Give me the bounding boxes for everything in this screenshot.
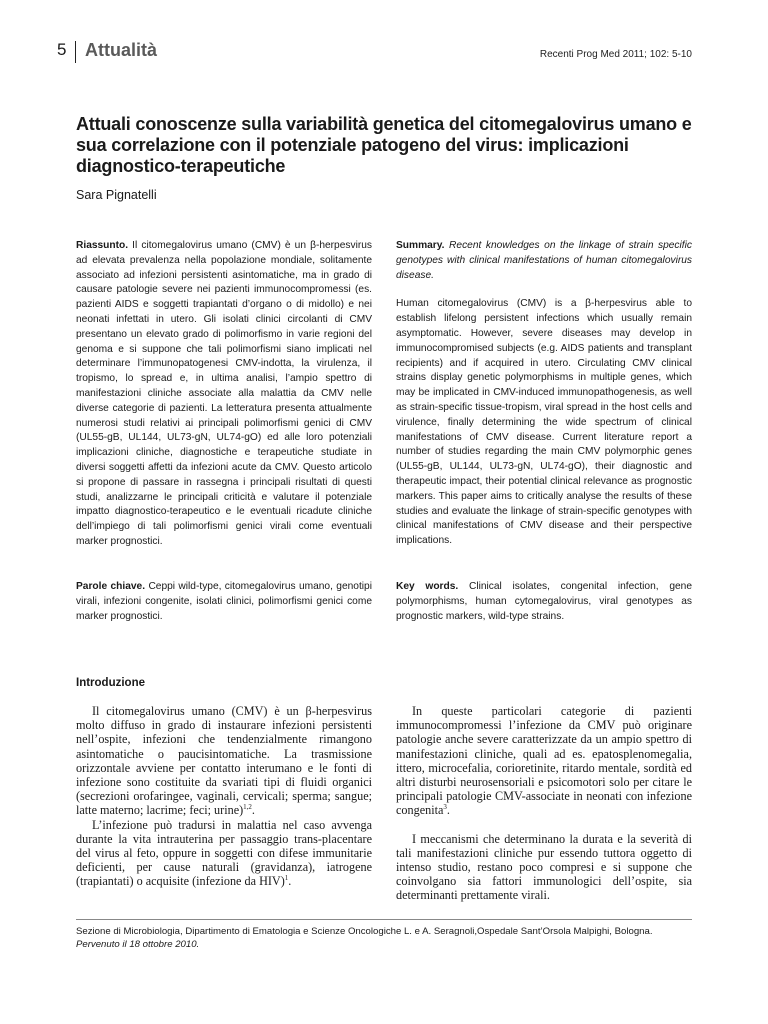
keywords-english-text: Clinical isolates, congenital infection, gene polymorphisms, human cytomegalovirus, viral genotypes as prognostic markers, wild-type strains. [396, 581, 692, 622]
abstract-english [396, 239, 692, 549]
section-title: Attualità [85, 40, 157, 60]
page-number: 5 [57, 40, 67, 59]
keywords-italian-label: Parole chiave. [76, 581, 146, 592]
journal-citation: Recenti Prog Med 2011; 102: 5-10 [539, 49, 692, 60]
footnote-divider [76, 919, 692, 920]
header-divider [75, 41, 76, 63]
article-author: Sara Pignatelli [76, 188, 157, 202]
abstract-italian-label: Riassunto. [76, 240, 129, 251]
footnote [76, 925, 696, 951]
keywords-english-label: Key words. [396, 581, 459, 592]
abstract-english-lead: Recent knowledges on the linkage of strain specific genotypes with clinical manifestations of human citomegalovirus disease. [396, 240, 692, 281]
footnote-affiliation: Sezione di Microbiologia, Dipartimento di Ematologia e Scienze Oncologiche L. e A. Seragnoli,Ospedale Sant’Orsola Malpighi, Bologna. [76, 926, 653, 937]
intro-paragraph-3: In queste particolari categorie di pazienti immunocompromessi l’infezione da CMV può originare patologie anche severe caratterizzate da un ampio spettro di manifestazioni cliniche, quali ad es. epatosplenomegalia, ittero, microcefalia, corioretinite, ritardo mentale, sordità ed altri disturbi neurosensoriali e psicomotori solo per citare le principali patologie CMV-associate in neonati con infezione congenita$^3$. [396, 704, 692, 818]
keywords-italian [76, 580, 372, 624]
footnote-received: Pervenuto il 18 ottobre 2010. [76, 939, 200, 950]
abstract-italian [76, 239, 372, 550]
keywords-english [396, 580, 692, 624]
abstract-english-text: Human citomegalovirus (CMV) is a β-herpesvirus able to establish lifelong persistent infections which usually remain asymptomatic. However, severe diseases may develop in immunocompromised subjects (e.g. AIDS patients and transplant recipients) and if acquired in utero. Circulating CMV clinical strains display genetic polymorphisms in multiple genes, which may be implicated in CMV-induced immunopathogenesis, as well as strain-specific tissue-tropism, viral spread in the host cells and virulence, finally determining the wide spectrum of clinical manifestations of CMV disease. Current literature report a number of studies regarding the main CMV polymorphic genes (UL55-gB, UL144, UL73-gN, UL74-gO), their diagnostic and therapeutic impact, their potential clinical relevance as prognostic markers. This paper aims to critically analyse the results of these studies and evaluate the linkage of strain-specific genotypes with clinical manifestations of CMV disease and their perspective implications. [396, 298, 692, 547]
article-title: Attuali conoscenze sulla variabilità genetica del citomegalovirus umano e sua correlazione con il potenziale patogeno del virus: implicazioni diagnostico-terapeutiche [76, 114, 692, 176]
intro-right-column [396, 704, 692, 903]
intro-left-column [76, 704, 372, 889]
abstract-italian-text: Il citomegalovirus umano (CMV) è un β-herpesvirus ad elevata prevalenza nella popolazione mondiale, solitamente associato ad infezioni persistenti asintomatiche, ma in grado di causare patologie severe nei pazienti immunocompromessi (es. pazienti AIDS e soggetti trapiantati d’organo o di midollo) e nei neonati infettati in utero. Gli isolati clinici circolanti di CMV presentano un elevato grado di polimorfismo in varie regioni del genoma e si suppone che tali polimorfismi siano implicati nel determinare l’immunopatogenesi CMV-indotta, la virulenza, il tropismo, lo spread e, in ultima analisi, l’ampio spettro di manifestazioni cliniche associate alla malattia da CMV nelle diverse categorie di pazienti. La letteratura presenta attualmente numerosi studi relativi ai principali polimorfismi genici di CMV (UL55-gB, UL144, UL73-gN, UL74-gO) ed alle loro potenziali implicazioni cliniche, diagnostiche e terapeutiche studiate in diversi soggetti affetti da infezioni acute da CMV. Questo articolo si propone di passare in rassegna i principali risultati di questi studi, analizzarne le principali criticità e valutare il potenziale impatto diagnostico-terapeutico e le eventuali ricadute cliniche dell’impiego di tali polimorfismi genici virali come eventuali marker prognostici. [76, 240, 372, 547]
intro-heading: Introduzione [76, 677, 145, 689]
abstract-english-label: Summary. [396, 240, 445, 251]
intro-paragraph-4: I meccanismi che determinano la durata e la severità di tali manifestazioni cliniche pur essendo tuttora oggetto di intenso studio, restano poco compresi e si suppone che coinvolgano sia fattori immunologici dell’ospite, sia determinanti prettamente virali. [396, 831, 692, 903]
intro-paragraph-1: Il citomegalovirus umano (CMV) è un β-herpesvirus molto diffuso in grado di instaurare infezioni persistenti nell’ospite, infezioni che tendenzialmente rimangono asintomatiche o paucisintomatiche. La trasmissione orizzontale avviene per contatto interumano e le fonti di infezione sono costituite da svariati tipi di fluidi organici (secrezioni orofaringee, vaginali, cervicali; sperma; sangue; latte materno; lacrime; feci; urine)$^{1,2}$. [76, 704, 372, 818]
intro-paragraph-2: L’infezione può tradursi in malattia nel caso avvenga durante la vita intrauterina per passaggio trans-placentare del virus al feto, oppure in soggetti con difese immunitarie deficienti, per cause naturali (gravidanza), iatrogene (trapiantati) o acquisite (infezione da HIV)$^1$. [76, 817, 372, 889]
keywords-italian-text: Ceppi wild-type, citomegalovirus umano, genotipi virali, infezioni congenite, isolati clinici, polimorfismi genici come marker prognostici. [76, 581, 372, 622]
